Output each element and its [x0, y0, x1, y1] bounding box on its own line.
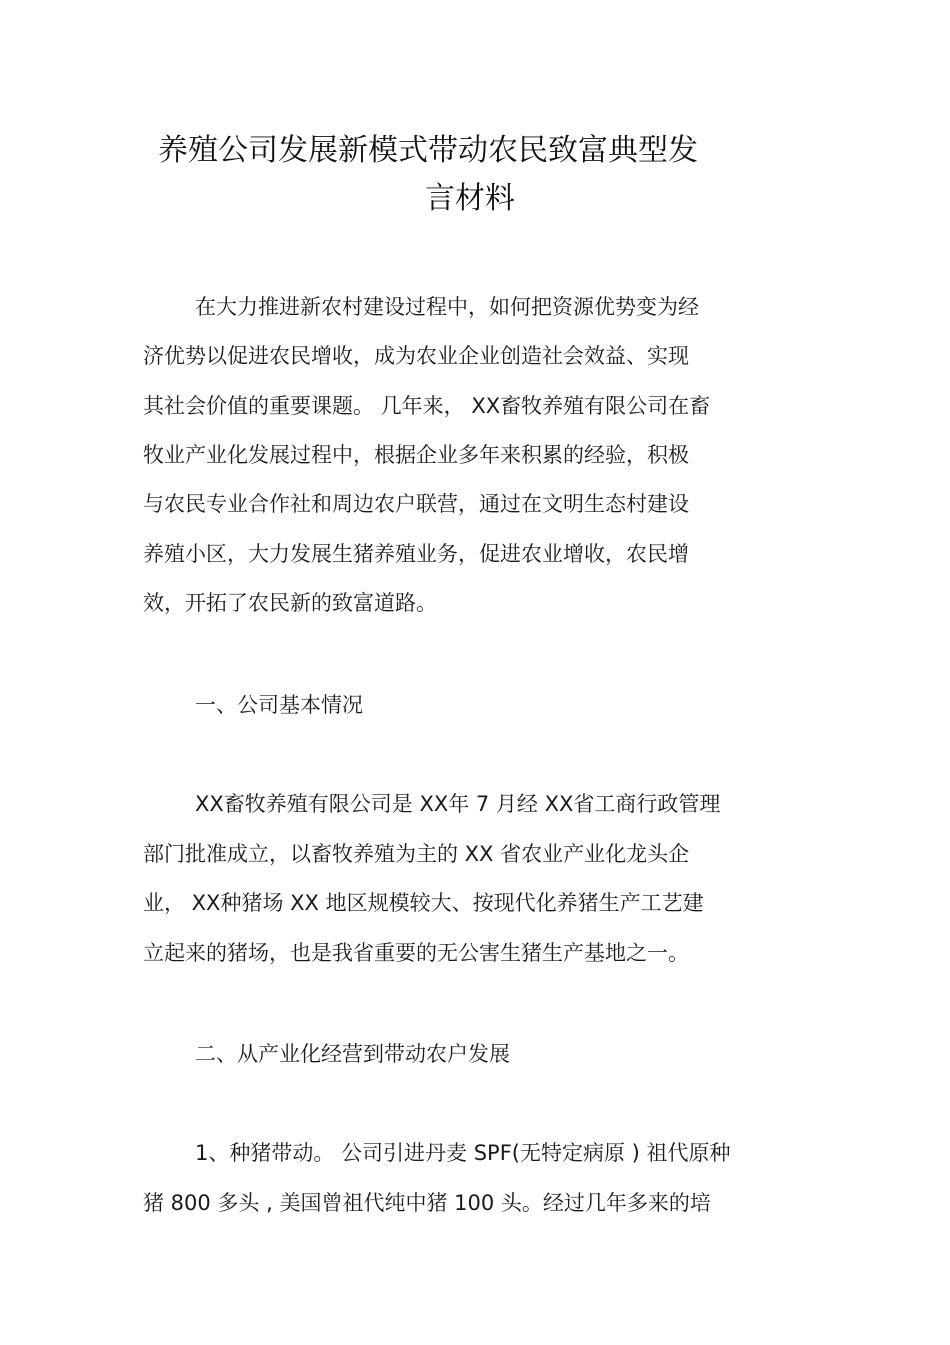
intro-line-2: 济优势以促进农民增收，成为农业企业创造社会效益、实现 [143, 344, 689, 368]
section-1-line-2: 部门批准成立，以畜牧养殖为主的 XX 省农业产业化龙头企 [143, 842, 690, 866]
section-2-line-1: 1、种猪带动。 公司引进丹麦 SPF(无特定病原 ) 祖代原种 [195, 1141, 731, 1165]
section-1-line-4: 立起来的猪场，也是我省重要的无公害生猪生产基地之一。 [143, 941, 689, 965]
intro-line-3: 其社会价值的重要课题。 几年来， XX畜牧养殖有限公司在畜 [143, 394, 711, 418]
intro-line-7: 效，开拓了农民新的致富道路。 [143, 591, 437, 615]
section-2-heading: 二、从产业化经营到带动农户发展 [195, 1042, 510, 1066]
document-title-line-2: 言材料 [425, 181, 515, 216]
section-1-line-1: XX畜牧养殖有限公司是 XX年 7 月经 XX省工商行政管理 [195, 792, 721, 816]
document-title-line-1: 养殖公司发展新模式带动农民致富典型发 [158, 133, 698, 168]
intro-line-6: 养殖小区，大力发展生猪养殖业务，促进农业增收，农民增 [143, 542, 689, 566]
intro-line-1: 在大力推进新农村建设过程中，如何把资源优势变为经 [195, 295, 699, 319]
intro-line-5: 与农民专业合作社和周边农户联营，通过在文明生态村建设 [143, 492, 689, 516]
intro-line-4: 牧业产业化发展过程中，根据企业多年来积累的经验，积极 [143, 443, 689, 467]
section-1-line-3: 业， XX种猪场 XX 地区规模较大、按现代化养猪生产工艺建 [143, 891, 704, 915]
section-1-heading: 一、公司基本情况 [195, 693, 363, 717]
section-2-line-2: 猪 800 多头 , 美国曾祖代纯中猪 100 头。经过几年多来的培 [143, 1191, 711, 1215]
